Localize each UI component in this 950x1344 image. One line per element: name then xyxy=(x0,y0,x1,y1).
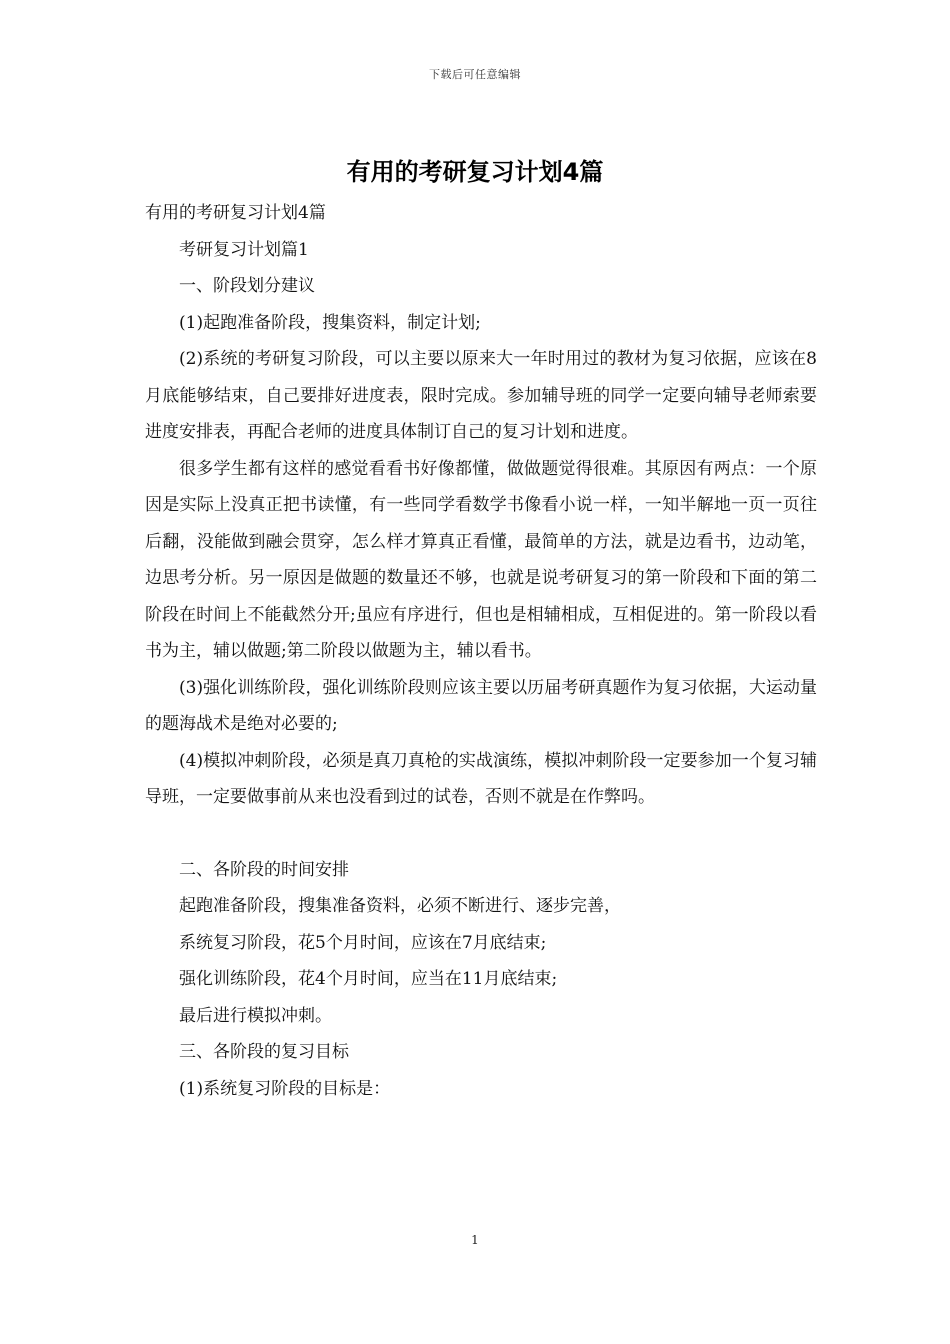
paragraph-stage-4: (4)模拟冲刺阶段，必须是真刀真枪的实战演练，模拟冲刺阶段一定要参加一个复习辅导班，一定要做事前从来也没看到过的试卷，否则不就是在作弊吗。 xyxy=(145,750,817,807)
page-number: 1 xyxy=(471,1233,479,1247)
paragraph-schedule-final: 最后进行模拟冲刺。 xyxy=(179,1005,332,1026)
paragraph-schedule-system: 系统复习阶段，花5个月时间，应该在7月底结束; xyxy=(179,932,547,953)
header-note: 下载后可任意编辑 xyxy=(429,68,521,81)
paragraph-stage-2: (2)系统的考研复习阶段，可以主要以原来大一年时用过的教材为复习依据，应该在8月底能够结束，自己要排好进度表，限时完成。参加辅导班的同学一定要向辅导老师索要进度安排表，再配合老师的进度具体制订自己的复习计划和进度。 xyxy=(145,349,817,442)
document-title: 有用的考研复习计划4篇 xyxy=(346,158,604,186)
paragraph-schedule-prep: 起跑准备阶段，搜集准备资料，必须不断进行、逐步完善， xyxy=(179,896,621,916)
paragraph-section-heading: 考研复习计划篇1 xyxy=(179,239,309,260)
paragraph-goal-1: (1)系统复习阶段的目标是： xyxy=(179,1078,391,1099)
paragraph-heading-stage-division: 一、阶段划分建议 xyxy=(179,276,315,296)
paragraph-stage-1: (1)起跑准备阶段，搜集资料，制定计划; xyxy=(179,312,481,333)
paragraph-heading-schedule: 二、各阶段的时间安排 xyxy=(179,859,349,880)
paragraph-reading-advice: 很多学生都有这样的感觉看看书好像都懂，做做题觉得很难。其原因有两点：一个原因是实际上没真正把书读懂，有一些同学看数学书像看小说一样，一知半解地一页一页往后翻，没能做到融会贯穿，怎么样才算真正看懂，最简单的方法，就是边看书，边动笔，边思考分析。另一原因是做题的数量还不够，也就是说考研复习的第一阶段和下面的第二阶段在时间上不能截然分开;虽应有序进行，但也是相辅相成，互相促进的。第一阶段以看书为主，辅以做题;第二阶段以做题为主，辅以看书。 xyxy=(145,458,817,661)
paragraph-subtitle: 有用的考研复习计划4篇 xyxy=(145,203,326,223)
paragraph-spacer xyxy=(145,816,817,852)
paragraph-schedule-intensive: 强化训练阶段，花4个月时间，应当在11月底结束; xyxy=(179,969,558,989)
paragraph-heading-goals: 三、各阶段的复习目标 xyxy=(179,1042,349,1062)
paragraph-stage-3: (3)强化训练阶段，强化训练阶段则应该主要以历届考研真题作为复习依据，大运动量的题海战术是绝对必要的; xyxy=(145,677,817,734)
document-body xyxy=(145,195,817,1107)
